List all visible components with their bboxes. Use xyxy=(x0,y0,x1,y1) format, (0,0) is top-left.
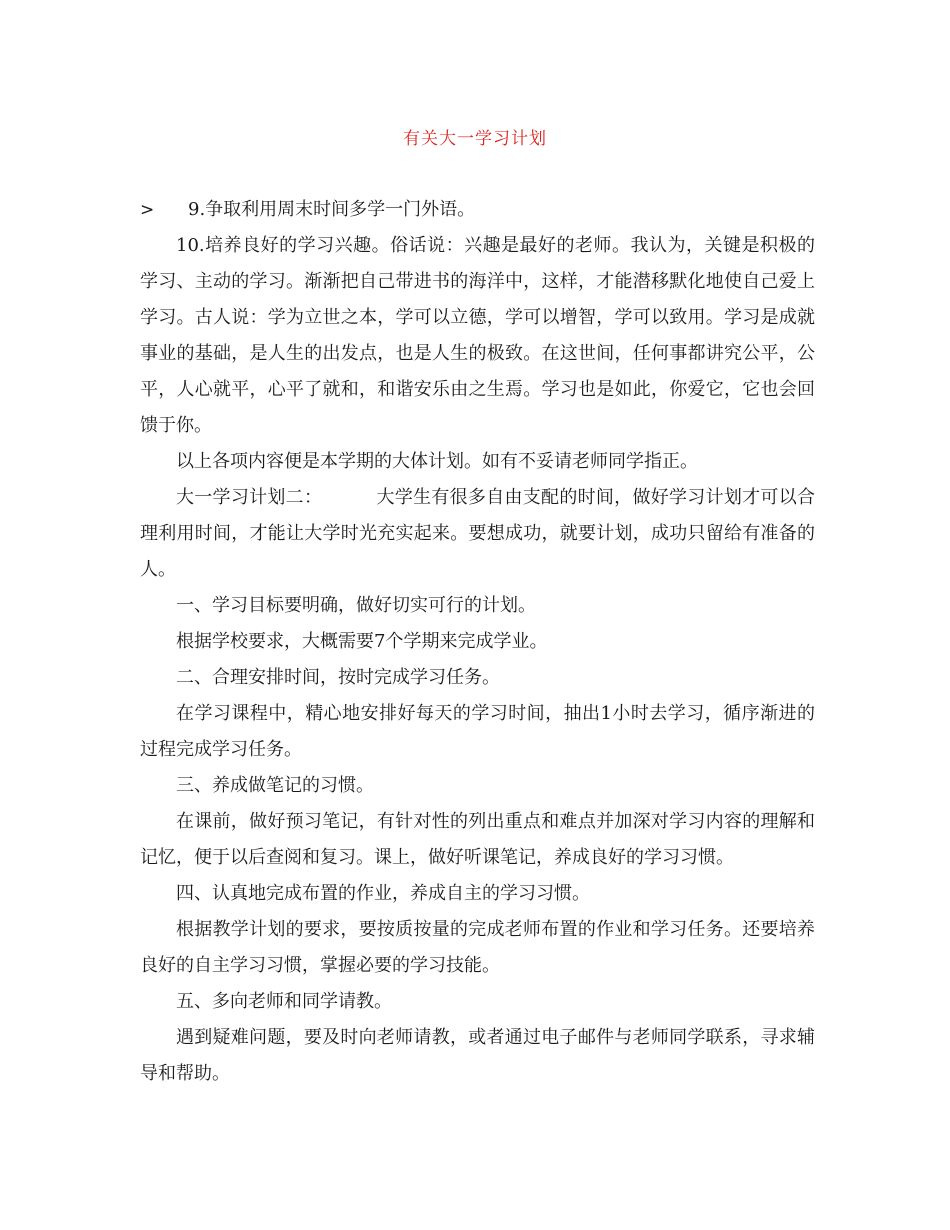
section-heading: 一、学习目标要明确，做好切实可行的计划。 xyxy=(176,595,536,616)
paragraph: 以上各项内容便是本学期的大体计划。如有不妥请老师同学指正。 xyxy=(176,451,698,472)
plan2-heading: 大一学习计划二： xyxy=(176,487,323,508)
section-heading: 二、合理安排时间，按时完成学习任务。 xyxy=(176,667,500,688)
bullet-arrow-icon: > xyxy=(140,200,155,220)
paragraph: 10.培养良好的学习兴趣。俗话说：兴趣是最好的老师。我认为，关键是积极的学习、主动的学习。渐渐把自己带进书的海洋中，这样，才能潜移默化地使自己爱上学习。古人说：学为立世之本，学可以立德，学可以增智，学可以致用。学习是成就事业的基础，是人生的出发点，也是人生的极致。在这世间，任何事都讲究公平，公平，人心就平，心平了就和，和谐安乐由之生焉。学习也是如此，你爱它，它也会回馈于你。 xyxy=(140,235,815,436)
document-title: 有关大一学习计划 xyxy=(403,129,547,149)
bullet-item-text: 9.争取利用周末时间多学一门外语。 xyxy=(188,199,476,220)
section-heading: 五、多向老师和同学请教。 xyxy=(176,991,392,1012)
section-body: 在学习课程中，精心地安排好每天的学习时间，抽出1小时去学习，循序渐进的过程完成学习任务。 xyxy=(140,703,815,760)
section-body: 根据教学计划的要求，要按质按量的完成老师布置的作业和学习任务。还要培养良好的自主学习习惯，掌握必要的学习技能。 xyxy=(140,919,815,976)
plan2-intro: 大学生有很多自由支配的时间，做好学习计划才可以合理利用时间，才能让大学时光充实起来。要想成功，就要计划，成功只留给有准备的人。 xyxy=(140,487,815,580)
section-body: 在课前，做好预习笔记，有针对性的列出重点和难点并加深对学习内容的理解和记忆，便于以后查阅和复习。课上，做好听课笔记，养成良好的学习习惯。 xyxy=(140,811,815,868)
section-heading: 三、养成做笔记的习惯。 xyxy=(176,775,374,796)
plan2-paragraph xyxy=(140,480,815,588)
bullet-item xyxy=(140,192,815,228)
section-body: 根据学校要求，大概需要7个学期来完成学业。 xyxy=(176,631,548,652)
document-body xyxy=(140,192,815,1092)
section-body: 遇到疑难问题，要及时向老师请教，或者通过电子邮件与老师同学联系，寻求辅导和帮助。 xyxy=(140,1027,815,1084)
section-heading: 四、认真地完成布置的作业，养成自主的学习习惯。 xyxy=(176,883,590,904)
